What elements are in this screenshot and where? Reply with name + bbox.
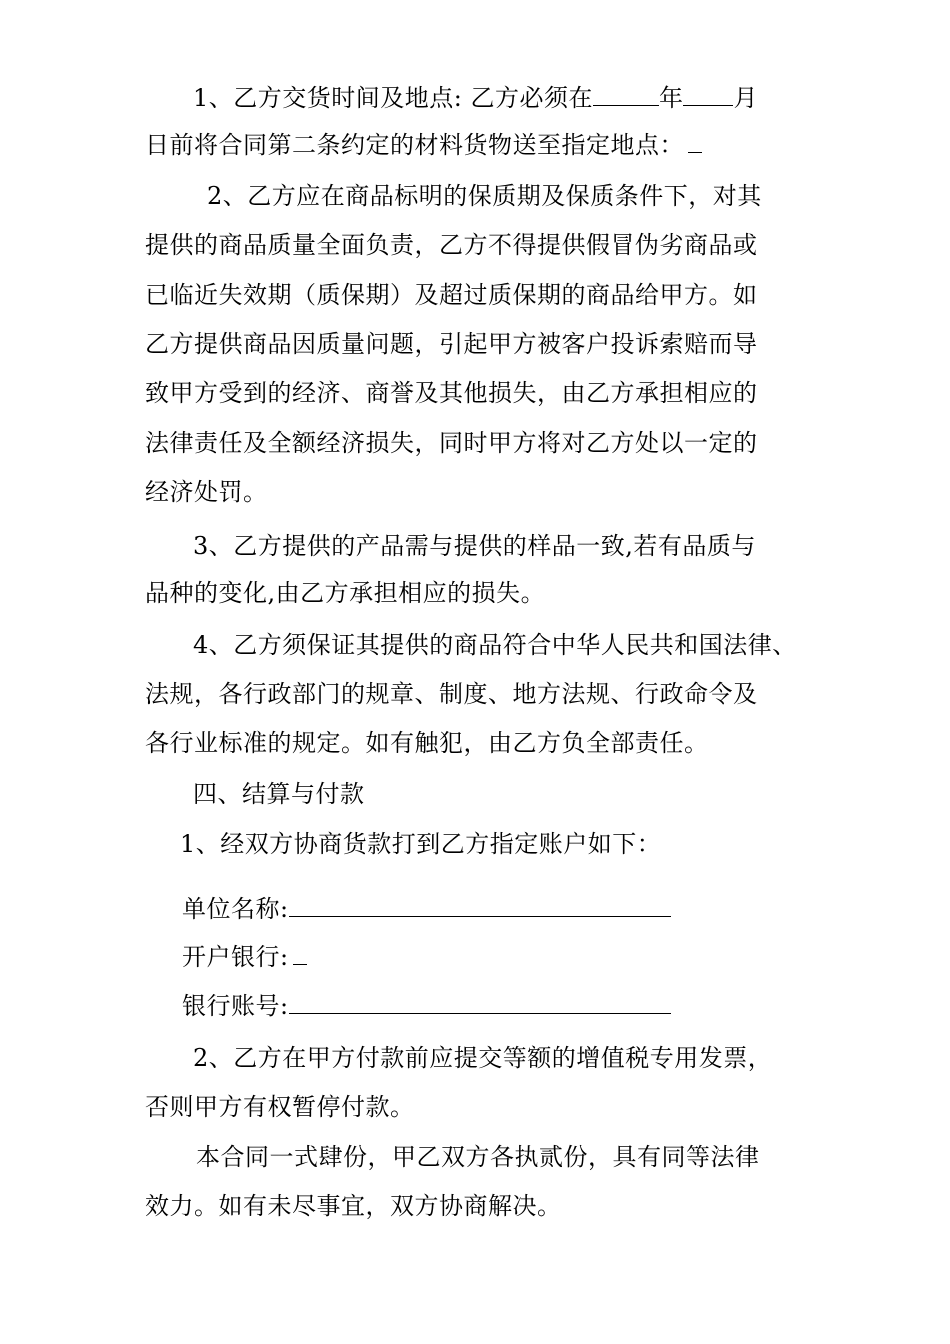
account-number-field bbox=[182, 990, 671, 1022]
closing-line: 本合同一式肆份，甲乙双方各执贰份，具有同等法律 bbox=[196, 1143, 760, 1171]
unit-name-blank bbox=[289, 894, 671, 917]
item1-line2 bbox=[145, 129, 702, 161]
year-label: 年 bbox=[658, 84, 684, 112]
account-number-label: 银行账号: bbox=[182, 992, 289, 1020]
unit-name-label: 单位名称: bbox=[182, 895, 289, 923]
bank-field bbox=[182, 941, 307, 973]
item1-text: 1、乙方交货时间及地点: 乙方必须在 bbox=[193, 84, 593, 112]
item2-line: 乙方提供商品因质量问题，引起甲方被客户投诉索赔而导 bbox=[145, 330, 758, 358]
section4-item2-line: 2、乙方在甲方付款前应提交等额的增值税专用发票， bbox=[193, 1044, 773, 1072]
item2-line: 提供的商品质量全面负责，乙方不得提供假冒伪劣商品或 bbox=[145, 231, 758, 259]
section4-heading: 四、结算与付款 bbox=[193, 780, 365, 808]
month-blank bbox=[683, 83, 733, 106]
item2-line: 已临近失效期（质保期）及超过质保期的商品给甲方。如 bbox=[145, 281, 758, 309]
item2-line: 2、乙方应在商品标明的保质期及保质条件下，对其 bbox=[207, 182, 762, 210]
bank-blank bbox=[293, 942, 307, 965]
item1-line1 bbox=[193, 82, 758, 114]
bank-label: 开户银行: bbox=[182, 943, 289, 971]
month-label: 月 bbox=[733, 84, 758, 112]
item3-line: 品种的变化,由乙方承担相应的损失。 bbox=[145, 579, 546, 607]
item1-text-2: 日前将合同第二条约定的材料货物送至指定地点： bbox=[145, 131, 684, 159]
section4-item2-line: 否则甲方有权暂停付款。 bbox=[145, 1093, 415, 1121]
account-number-blank bbox=[289, 991, 671, 1014]
closing-line: 效力。如有未尽事宜，双方协商解决。 bbox=[145, 1192, 562, 1220]
item4-line: 4、乙方须保证其提供的商品符合中华人民共和国法律、 bbox=[193, 631, 797, 659]
location-blank bbox=[688, 130, 702, 153]
item2-line: 致甲方受到的经济、商誉及其他损失，由乙方承担相应的 bbox=[145, 379, 758, 407]
item3-line: 3、乙方提供的产品需与提供的样品一致,若有品质与 bbox=[193, 532, 756, 560]
item2-line: 法律责任及全额经济损失，同时甲方将对乙方处以一定的 bbox=[145, 429, 758, 457]
section4-item1: 1、经双方协商货款打到乙方指定账户如下： bbox=[180, 830, 662, 858]
item4-line: 法规，各行政部门的规章、制度、地方法规、行政命令及 bbox=[145, 680, 758, 708]
unit-name-field bbox=[182, 893, 671, 925]
item2-line: 经济处罚。 bbox=[145, 478, 268, 506]
year-blank bbox=[593, 83, 659, 106]
item4-line: 各行业标准的规定。如有触犯，由乙方负全部责任。 bbox=[145, 729, 709, 757]
